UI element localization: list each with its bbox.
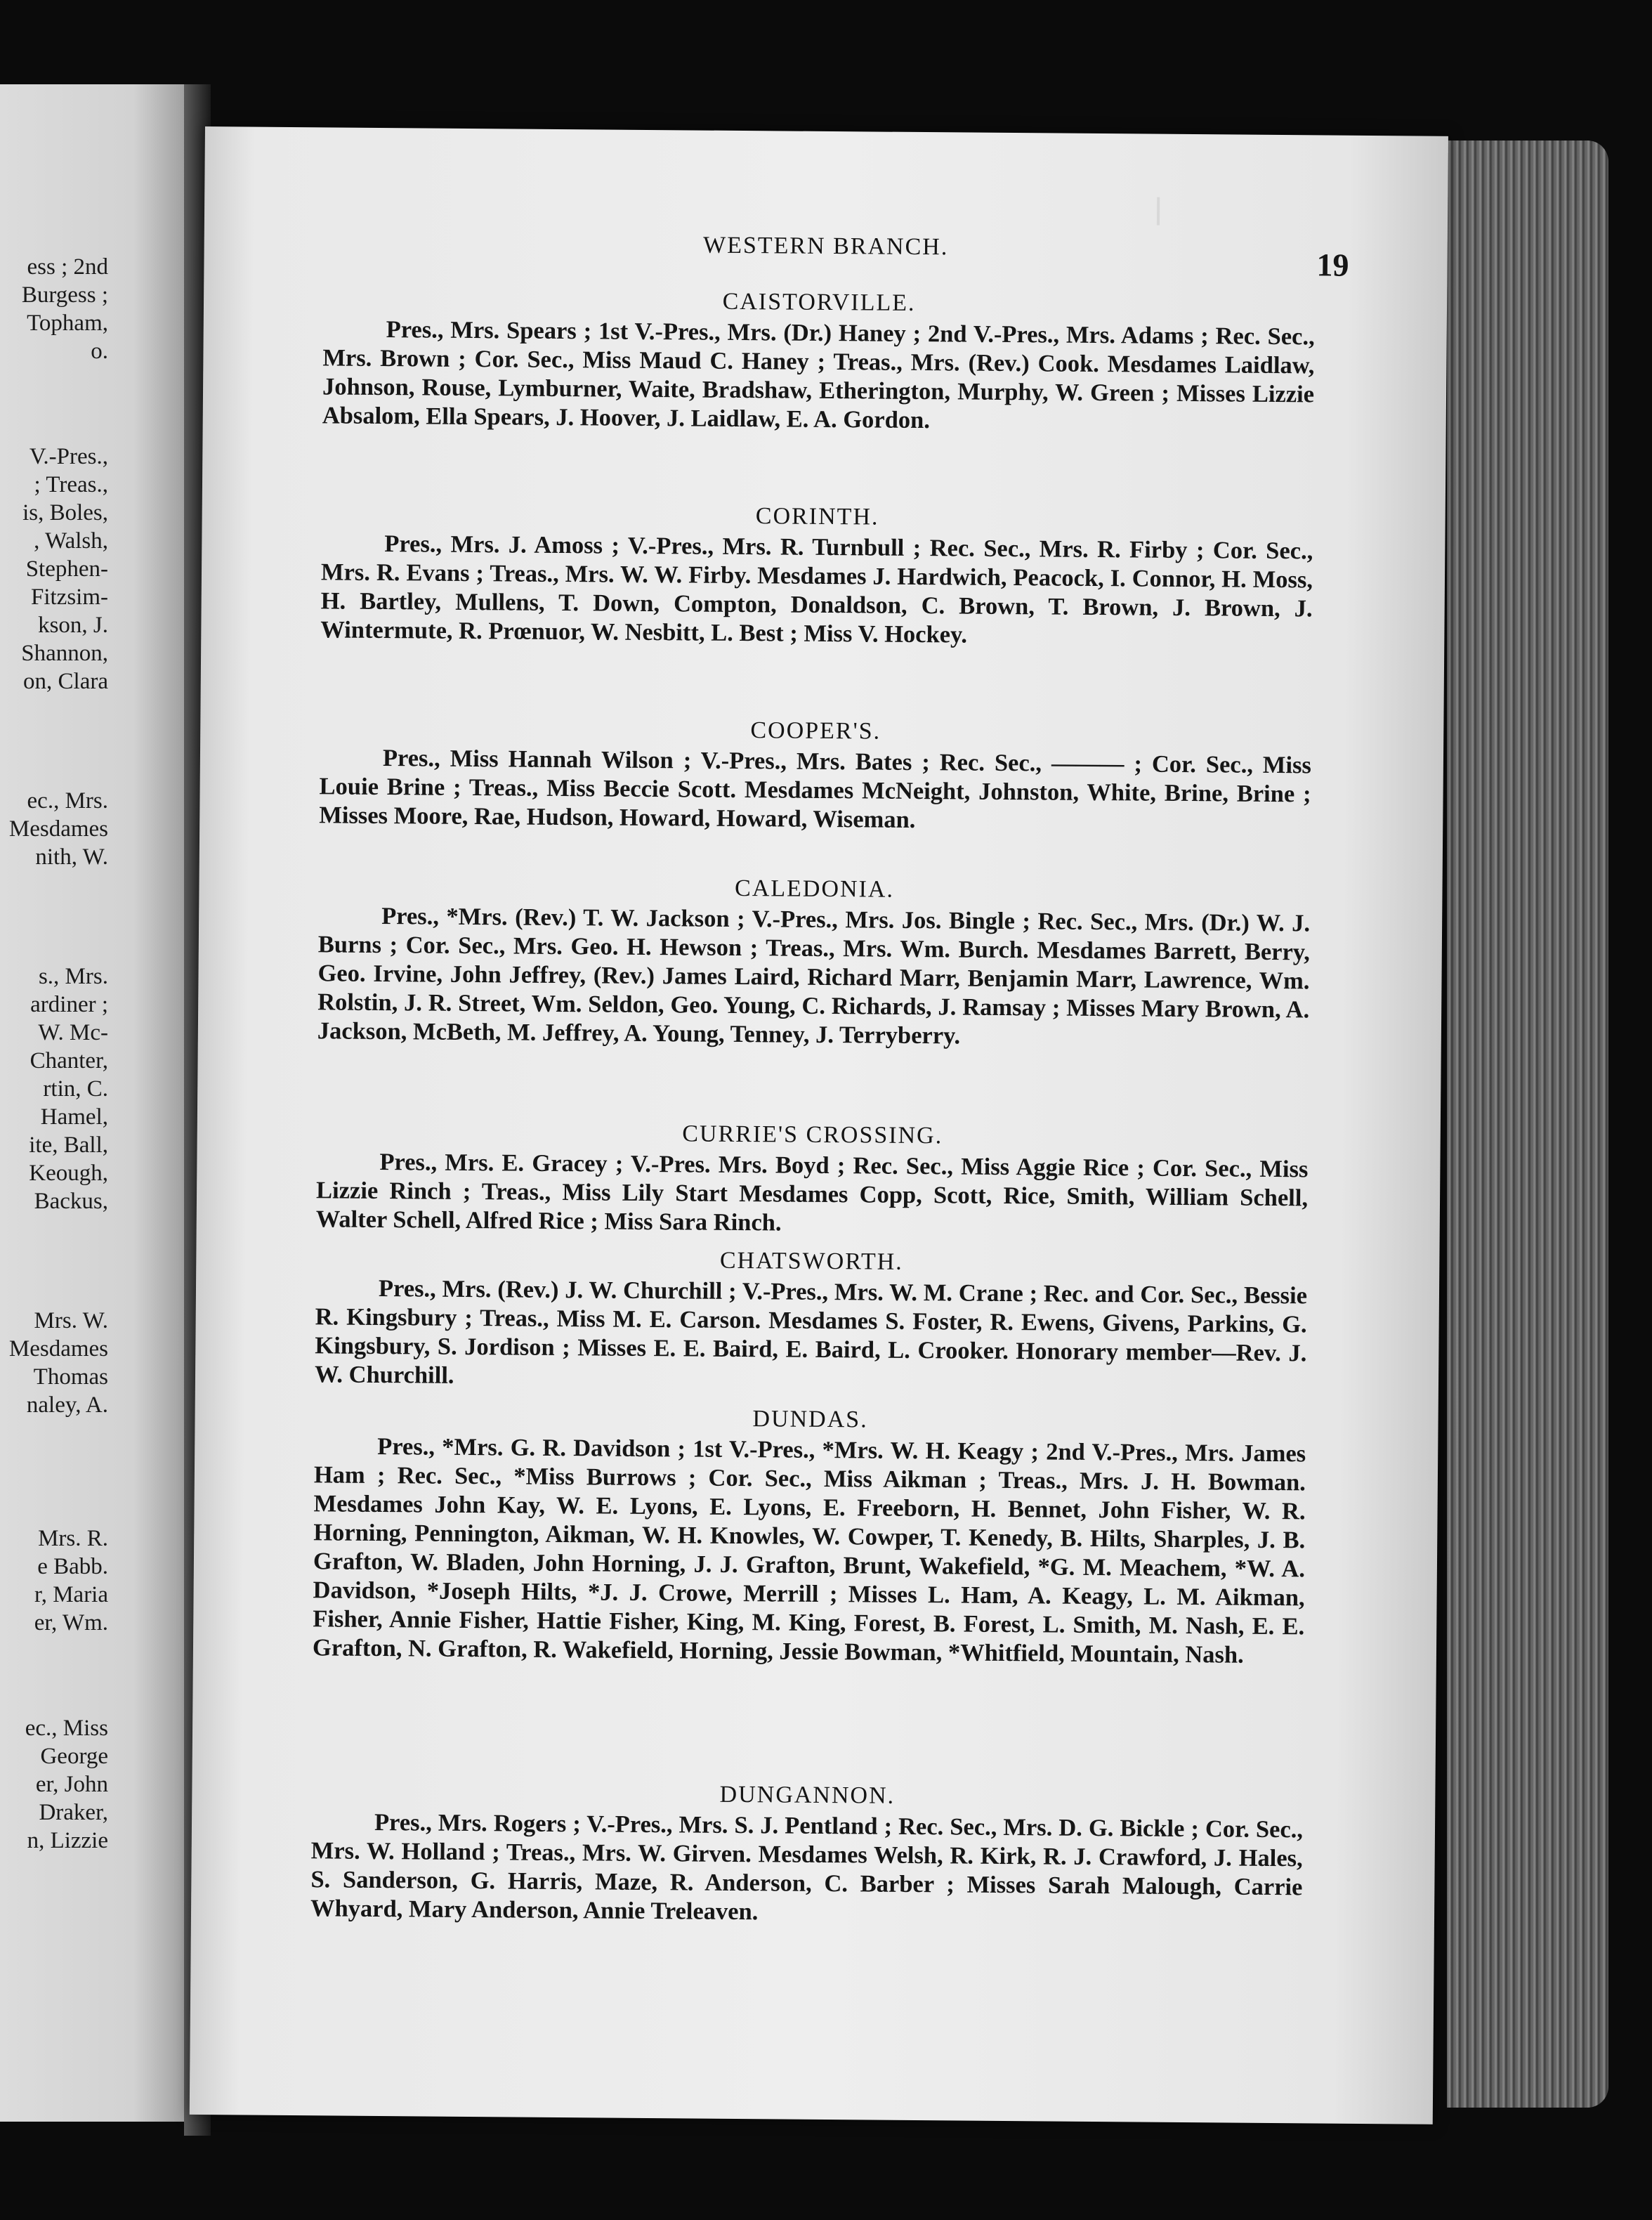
section-heading: COOPER'S. bbox=[750, 717, 881, 745]
section-caistorville bbox=[322, 285, 1316, 438]
section-text: Pres., Miss Hannah Wilson ; V.-Pres., Mrs. Bates ; Rec. Sec., ——— ; Cor. Sec., Miss Louie Brine ; Treas., Miss Beccie Scott. Mesdames McNeight, Johnston, White, Brine, Brine ; Misses Moore, Rae, Hudson, Howard, Howard, Wiseman. bbox=[319, 745, 1312, 833]
facing-page-line: George bbox=[40, 1744, 108, 1769]
section-text: Pres., Mrs. J. Amoss ; V.-Pres., Mrs. R. Turnbull ; Rec. Sec., Mrs. R. Firby ; Cor. Sec., Mrs. R. Evans ; Treas., Mrs. W. W. Firby. Mesdames J. Hardwich, Peacock, I. Connor, H. Moss, H. Bartley, Mullens, T. Down, Compton, Donaldson, C. Brown, T. Brown, J. Brown, J. Wintermute, R. Prœnuor, W. Nesbitt, L. Best ; Miss V. Hockey. bbox=[320, 530, 1313, 648]
section-heading: DUNGANNON. bbox=[719, 1781, 896, 1809]
section-heading: CURRIE'S CROSSING. bbox=[682, 1121, 943, 1149]
facing-page-line: ess ; 2nd bbox=[27, 254, 108, 280]
section-text: Pres., Mrs. Spears ; 1st V.-Pres., Mrs. (Dr.) Haney ; 2nd V.-Pres., Mrs. Adams ; Rec. Sec., Mrs. Brown ; Cor. Sec., Miss Maud C. Haney ; Treas., Mrs. (Rev.) Cook. Mesdames Laidlaw, Johnson, Rouse, Lymburner, Waite, Bradshaw, Etherington, Murphy, W. Green ; Misses Lizzie Absalom, Ella Spears, J. Hoover, J. Laidlaw, E. A. Gordon. bbox=[322, 316, 1315, 434]
facing-page-line: Backus, bbox=[34, 1189, 108, 1214]
section-heading: DUNDAS. bbox=[752, 1406, 868, 1433]
section-curries-crossing bbox=[316, 1118, 1309, 1241]
facing-page-line: e Babb. bbox=[37, 1554, 108, 1579]
facing-page-line: Mesdames bbox=[8, 816, 108, 842]
facing-page-line: naley, A. bbox=[26, 1392, 108, 1418]
facing-page-line: Keough, bbox=[29, 1161, 108, 1186]
facing-page-line: rtin, C. bbox=[43, 1076, 108, 1102]
section-text: Pres., Mrs. Rogers ; V.-Pres., Mrs. S. J. Pentland ; Rec. Sec., Mrs. D. G. Bickle ; Cor. Sec., Mrs. W. Holland ; Treas., Mrs. W. Girven. Mesdames Welsh, R. Kirk, R. J. Crawford, J. Hales, S. Sanderson, G. Harris, Maze, R. Anderson, C. Barber ; Misses Sarah Malough, Carrie Whyard, Mary Anderson, Annie Treleaven. bbox=[310, 1808, 1304, 1926]
facing-page-line: o. bbox=[91, 339, 108, 364]
facing-page-line: W. Mc- bbox=[38, 1020, 108, 1045]
facing-page-line: ; Treas., bbox=[34, 472, 108, 497]
section-heading: CHATSWORTH. bbox=[719, 1247, 903, 1275]
facing-page-line: V.-Pres., bbox=[29, 444, 108, 469]
facing-page-line: Topham, bbox=[27, 311, 108, 336]
facing-page-line: ardiner ; bbox=[30, 992, 108, 1017]
facing-page-line: Thomas bbox=[33, 1364, 108, 1390]
facing-page-line: Mesdames bbox=[8, 1336, 108, 1362]
page-edges bbox=[1447, 141, 1608, 2108]
section-dungannon bbox=[310, 1778, 1304, 1931]
running-head: WESTERN BRANCH. bbox=[702, 232, 949, 261]
facing-page-line: on, Clara bbox=[23, 669, 108, 694]
facing-page-line: ec., Miss bbox=[25, 1716, 108, 1741]
facing-page-line: n, Lizzie bbox=[27, 1828, 108, 1853]
section-heading: CORINTH. bbox=[755, 503, 879, 530]
facing-page bbox=[0, 84, 191, 2122]
facing-page-line: Hamel, bbox=[40, 1104, 108, 1130]
section-text: Pres., *Mrs. (Rev.) T. W. Jackson ; V.-Pres., Mrs. Jos. Bingle ; Rec. Sec., Mrs. (Dr.) W. J. Burns ; Cor. Sec., Mrs. Geo. H. Hewson ; Treas., Mrs. Wm. Burch. Mesdames Barrett, Berry, Geo. Irvine, John Jeffrey, (Rev.) James Laird, Richard Marr, Benjamin Marr, Lawrence, Wm. Rolstin, J. R. Street, Wm. Seldon, Geo. Young, C. Richards, J. Ramsay ; Misses Mary Brown, A. Jackson, McBeth, M. Jeffrey, A. Young, Tenney, J. Terryberry. bbox=[317, 903, 1311, 1050]
section-heading: CAISTORVILLE. bbox=[722, 288, 916, 316]
section-coopers bbox=[319, 714, 1311, 837]
facing-page-line: Mrs. R. bbox=[38, 1526, 108, 1551]
facing-page-line: , Walsh, bbox=[34, 528, 108, 554]
facing-page-line: Shannon, bbox=[21, 641, 108, 666]
page-number: 19 bbox=[1316, 247, 1349, 283]
facing-page-line: Stephen- bbox=[25, 556, 108, 582]
facing-page-line: is, Boles, bbox=[22, 500, 108, 525]
facing-page-line: er, John bbox=[35, 1772, 108, 1797]
facing-page-line: r, Maria bbox=[34, 1582, 108, 1607]
facing-page-line: nith, W. bbox=[35, 844, 108, 870]
section-chatsworth bbox=[315, 1244, 1308, 1397]
top-mark bbox=[1157, 197, 1160, 226]
section-caledonia bbox=[317, 872, 1311, 1053]
section-heading: CALEDONIA. bbox=[734, 875, 895, 903]
facing-page-line: ite, Ball, bbox=[29, 1132, 108, 1158]
section-text: Pres., *Mrs. G. R. Davidson ; 1st V.-Pres., *Mrs. W. H. Keagy ; 2nd V.-Pres., Mrs. James Ham ; Rec. Sec., *Miss Burrows ; Cor. Sec., Miss Aikman ; Treas., Mrs. J. H. Bowman. Mesdames John Kay, W. E. Lyons, E. Lyons, E. Freeborn, H. Bennet, John Fisher, W. R. Horning, Pennington, Aikman, W. H. Knowles, W. Cowper, T. Kenedy, B. Hilts, Sharples, J. B. Grafton, W. Bladen, John Horning, J. J. Grafton, Brunt, Wakefield, *G. M. Meachem, *W. A. Davidson, *Joseph Hilts, *J. J. Crowe, Merrill ; Misses L. Ham, A. Keagy, L. M. Aikman, Fisher, Annie Fisher, Hattie Fisher, King, M. King, Forest, B. Forest, L. Smith, M. Nash, E. E. Grafton, N. Grafton, R. Wakefield, Horning, Jessie Bowman, *Whitfield, Mountain, Nash. bbox=[312, 1432, 1306, 1669]
facing-page-line: Chanter, bbox=[29, 1048, 108, 1073]
facing-page-line: kson, J. bbox=[38, 613, 108, 638]
facing-page-line: ec., Mrs. bbox=[27, 788, 108, 814]
section-text: Pres., Mrs. E. Gracey ; V.-Pres. Mrs. Boyd ; Rec. Sec., Miss Aggie Rice ; Cor. Sec., Miss Lizzie Rinch ; Treas., Miss Lily Start Mesdames Copp, Scott, Rice, Smith, William Schell, Walter Schell, Alfred Rice ; Miss Sara Rinch. bbox=[315, 1148, 1309, 1236]
facing-page-line: Fitzsim- bbox=[30, 585, 108, 610]
facing-page-line: Burgess ; bbox=[21, 282, 108, 308]
facing-page-line: Draker, bbox=[39, 1800, 108, 1825]
facing-page-line: Mrs. W. bbox=[34, 1308, 108, 1333]
facing-page-line: er, Wm. bbox=[34, 1610, 108, 1635]
section-text: Pres., Mrs. (Rev.) J. W. Churchill ; V.-Pres., Mrs. W. M. Crane ; Rec. and Cor. Sec., Bessie R. Kingsbury ; Treas., Miss M. E. Carson. Mesdames S. Foster, R. Ewens, Givens, Parkins, G. Kingsbury, S. Jordison ; Misses E. E. Baird, E. Baird, L. Crooker. Honorary member—Rev. J. W. Churchill. bbox=[314, 1274, 1308, 1389]
section-corinth bbox=[320, 500, 1313, 652]
facing-page-line: s., Mrs. bbox=[38, 964, 108, 989]
book-page bbox=[190, 126, 1448, 2124]
section-dundas bbox=[313, 1402, 1306, 1670]
